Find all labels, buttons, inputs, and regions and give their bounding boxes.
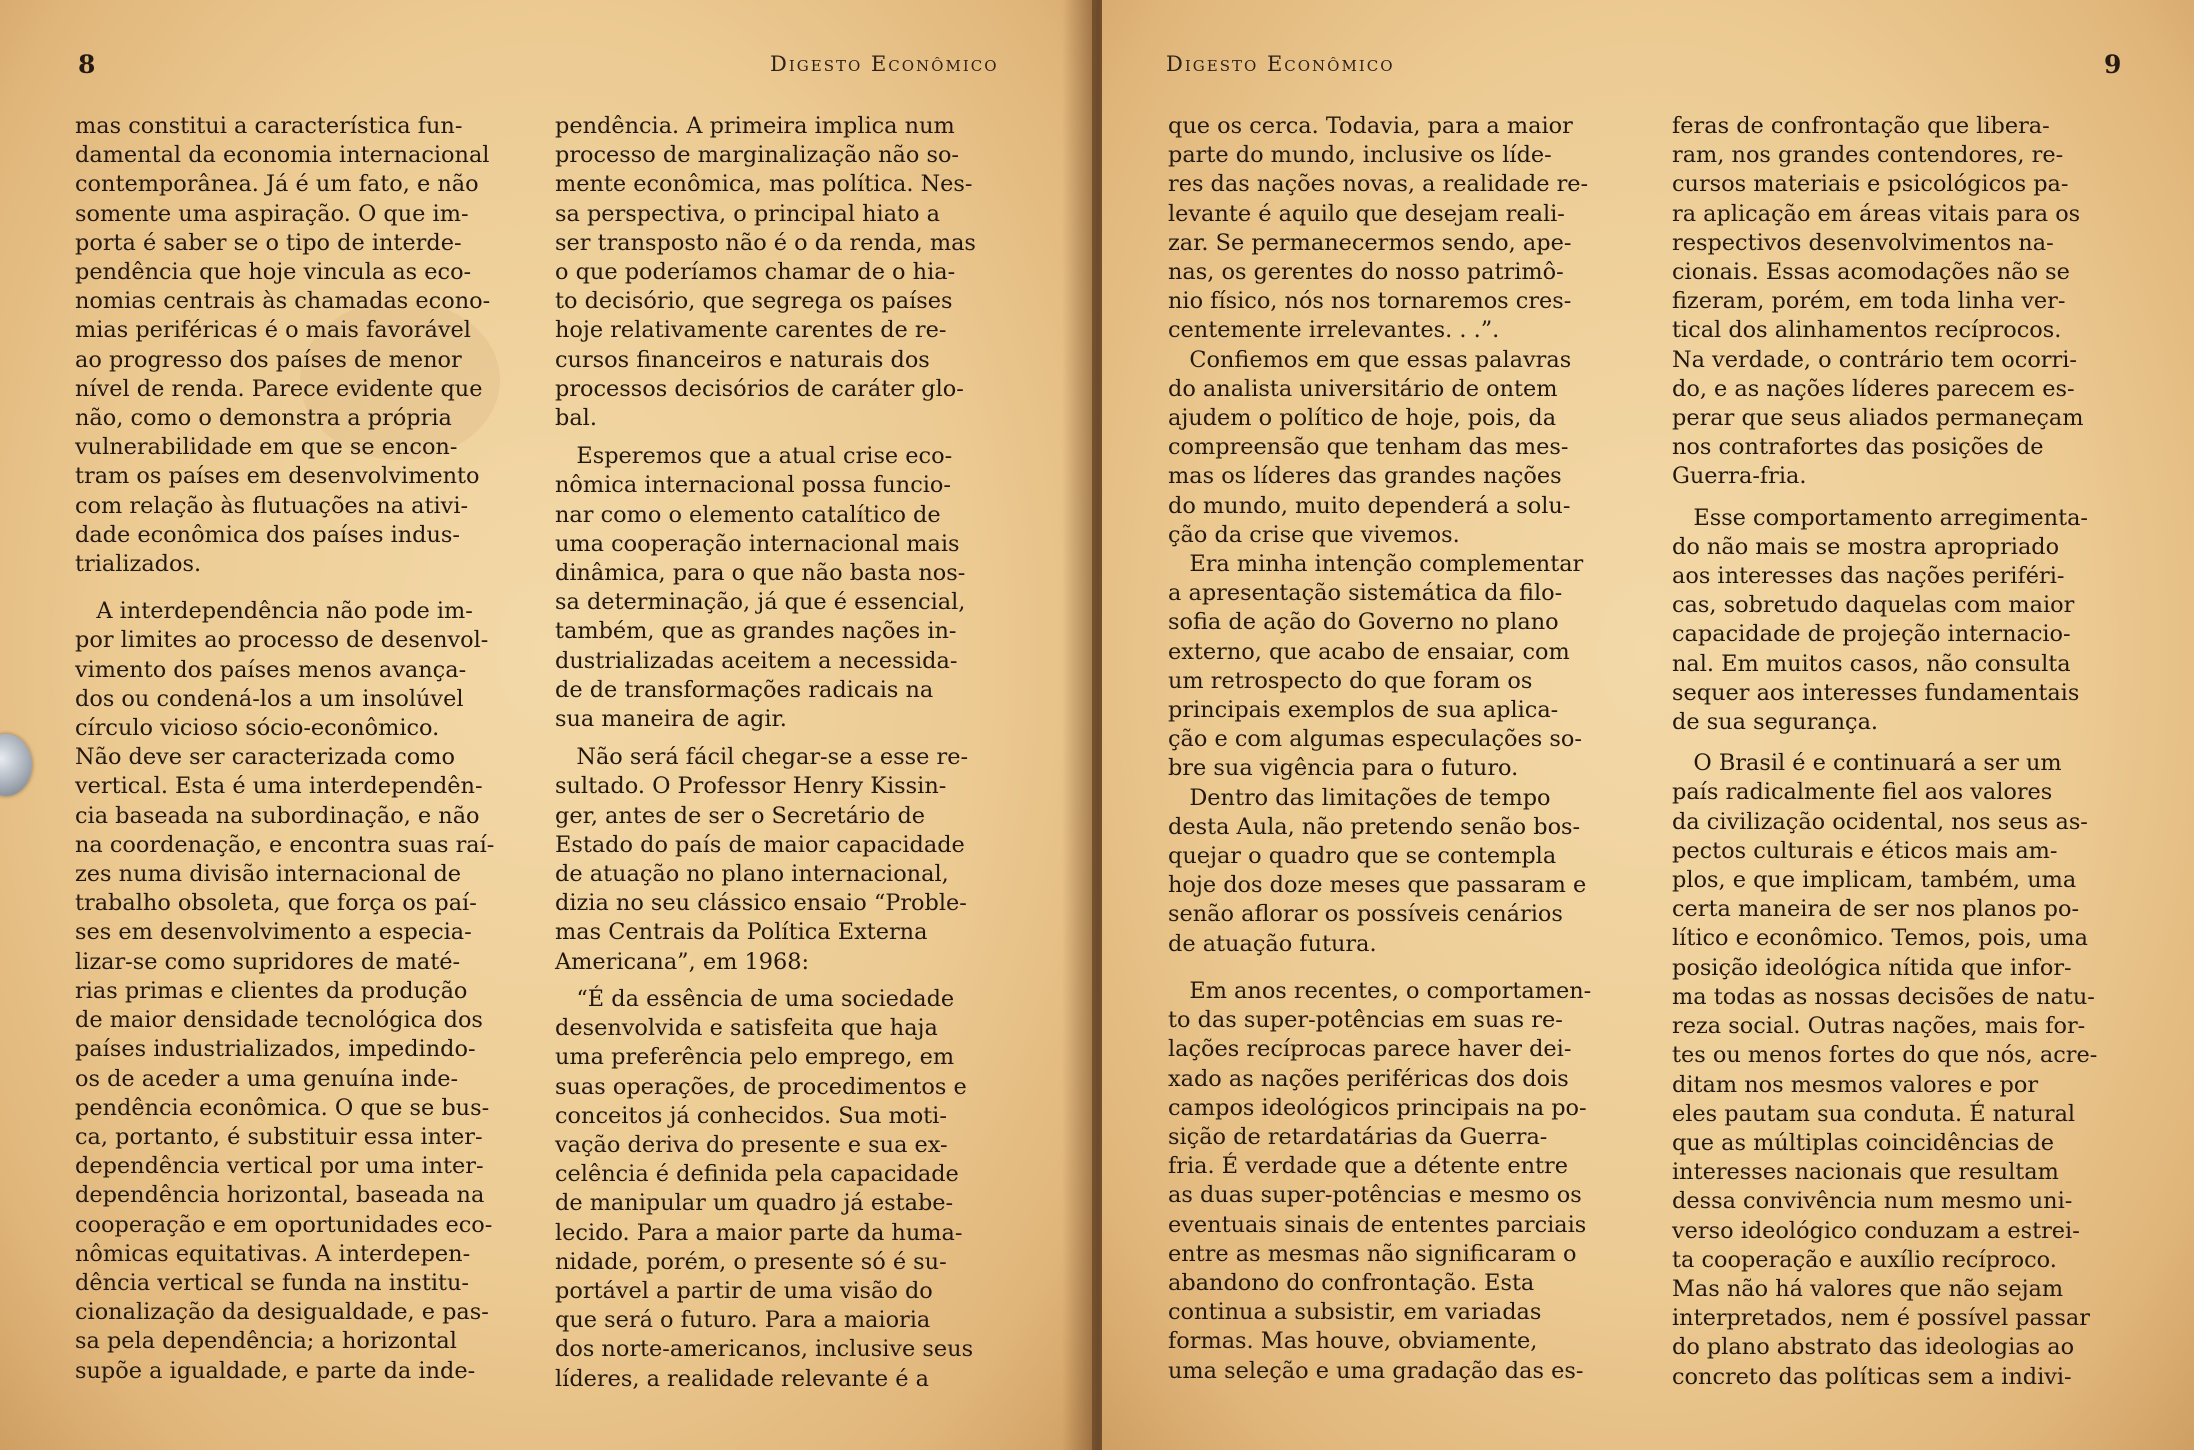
paragraph: A interdependência não pode im- por limites ao processo de desenvol- vimento dos países menos avança- dos ou condená-los a um insolúvel círculo vicioso sócio-econômico. Não deve ser caracterizada como vertical. Esta é uma interdependên- cia baseada na subordinação, e não na coordenação, e encontra suas raí- zes numa divisão internacional de trabalho obsoleta, que força os paí- ses em desenvolvimento a especia- lizar-se como supridores de maté- rias primas e clientes da produção de maior densidade tecnológica dos países industrializados, impedindo- os de aceder a uma genuína inde- pendência econômica. O que se bus- ca, portanto, é substituir essa inter- dependência vertical por uma inter- dependência horizontal, baseada na cooperação e em oportunidades eco- nômicas equitativas. A interdepen- dência vertical se funda na institu- cionalização da desigualdade, e pas- sa pela dependência; a horizontal supõe a igualdade, e parte da inde- <box>75 598 495 1384</box>
running-head-right: Digesto Econômico <box>1166 52 1395 76</box>
paragraph: pendência. A primeira implica num processo de marginalização não so- mente econômica, mas política. Nes- sa perspectiva, o principal hiato a ser transposto não é o da renda, mas o que poderíamos chamar de o hia- to decisório, que segrega os países hoje relativamente carentes de re- cursos financeiros e naturais dos processos decisórios de caráter glo- bal. <box>555 113 976 432</box>
paragraph: O Brasil é e continuará a ser um país radicalmente fiel aos valores da civilização ocidental, nos seus as- pectos culturais e éticos mais am- plos, e que implicam, também, uma certa maneira de ser nos planos po- lítico e econômico. Temos, pois, uma posição ideológica nítida que infor- ma todas as nossas decisões de natu- reza social. Outras nações, mais for- tes ou menos fortes do que nós, acre- ditam nos mesmos valores e por eles pautam sua conduta. É natural que as múltiplas coincidências de interesses nacionais que resultam dessa convivência num mesmo uni- verso ideológico conduzam a estrei- ta cooperação e auxílio recíproco. Mas não há valores que não sejam interpretados, nem é possível passar do plano abstrato das ideologias ao concreto das políticas sem a indivi- <box>1672 750 2098 1390</box>
running-head-left: Digesto Econômico <box>770 52 999 76</box>
binder-clip <box>0 734 32 796</box>
paragraph: Em anos recentes, o comportamen- to das super-potências em suas re- lações recíprocas parece haver dei- xado as nações periféricas dos dois campos ideológicos principais na po- sição de retardatárias da Guerra- fria. É verdade que a détente entre as duas super-potências e mesmo os eventuais sinais de ententes parciais entre as mesmas não significaram o abandono do confrontação. Esta continua a subsistir, em variadas formas. Mas houve, obviamente, uma seleção e uma gradação das es- <box>1168 977 1592 1384</box>
paragraph: mas constitui a característica fun- damental da economia internacional contemporânea. Já é um fato, e não somente uma aspiração. O que im- porta é saber se o tipo de interde- pendência que hoje vincula as eco- nomias centrais às chamadas econo- mias periféricas é o mais favorável ao progresso dos países de menor nível de renda. Parece evidente que não, como o demonstra a própria vulnerabilidade em que se encon- tram os países em desenvolvimento com relação às flutuações na ativi- dade econômica dos países indus- trializados. <box>75 113 491 578</box>
left-page <box>0 0 1092 1450</box>
right-page <box>1102 0 2194 1450</box>
paragraph: “É da essência de uma sociedade desenvolvida e satisfeita que haja uma preferência pelo emprego, em suas operações, de procedimentos e conceitos já conhecidos. Sua moti- vação deriva do presente e sua ex- celência é definida pela capacidade de manipular um quadro já estabe- lecido. Para a maior parte da huma- nidade, porém, o presente só é su- portável a partir de uma visão do que será o futuro. Para a maioria dos norte-americanos, inclusive seus líderes, a realidade relevante é a <box>555 985 974 1392</box>
paragraph: Esperemos que a atual crise eco- nômica internacional possa funcio- nar como o elemento catalítico de uma cooperação internacional mais dinâmica, para o que não basta nos- sa determinação, já que é essencial, também, que as grandes nações in- dustrializadas aceitem a necessida- de de transformações radicais na sua maneira de agir. <box>555 443 966 733</box>
right-page-column-1 <box>1168 112 1628 1386</box>
right-page-column-2 <box>1672 112 2132 1392</box>
page-number-right: 9 <box>2104 50 2122 79</box>
left-page-column-1 <box>75 112 535 1386</box>
paragraph: Não será fácil chegar-se a esse re- sultado. O Professor Henry Kissin- ger, antes de ser o Secretário de Estado do país de maior capacidade de atuação no plano internacional, dizia no seu clássico ensaio “Proble- mas Centrais da Política Externa Americana”, em 1968: <box>555 744 969 975</box>
paragraph: feras de confrontação que libera- ram, nos grandes contendores, re- cursos materiais e psicológicos pa- ra aplicação em áreas vitais para os respectivos desenvolvimentos na- cionais. Essas acomodações não se fizeram, porém, em toda linha ver- tical dos alinhamentos recíprocos. Na verdade, o contrário tem ocorri- do, e as nações líderes parecem es- perar que seus aliados permaneçam nos contrafortes das posições de Guerra-fria. <box>1672 113 2084 490</box>
paragraph: Confiemos em que essas palavras do analista universitário de ontem ajudem o político de hoje, pois, da compreensão que tenham das mes- mas os líderes das grandes nações do mundo, muito dependerá a solu- ção da crise que vivemos. <box>1168 346 1572 548</box>
paragraph: Era minha intenção complementar a apresentação sistemática da filo- sofia de ação do Governo no plano externo, que acabo de ensaiar, com um retrospecto do que foram os principais exemplos de sua aplica- ção e com algumas especulações so- bre sua vigência para o futuro. <box>1168 551 1584 782</box>
paragraph: que os cerca. Todavia, para a maior parte do mundo, inclusive os líde- res das nações novas, a realidade re- levante é aquilo que desejam reali- zar. Se permanecermos sendo, ape- nas, os gerentes do nosso patrimô- nio físico, nós nos tornaremos cres- centemente irrelevantes. . .”. <box>1168 113 1589 344</box>
paragraph: Dentro das limitações de tempo desta Aula, não pretendo senão bos- quejar o quadro que se contempla hoje dos doze meses que passaram e senão aflorar os possíveis cenários de atuação futura. <box>1168 784 1587 957</box>
page-number-left: 8 <box>78 50 96 79</box>
paragraph: Esse comportamento arregimenta- do não mais se mostra apropriado aos interesses das nações periféri- cas, sobretudo daquelas com maior capacidade de projeção internacio- nal. Em muitos casos, não consulta sequer aos interesses fundamentais de sua segurança. <box>1672 504 2088 736</box>
left-page-column-2 <box>555 112 1015 1394</box>
